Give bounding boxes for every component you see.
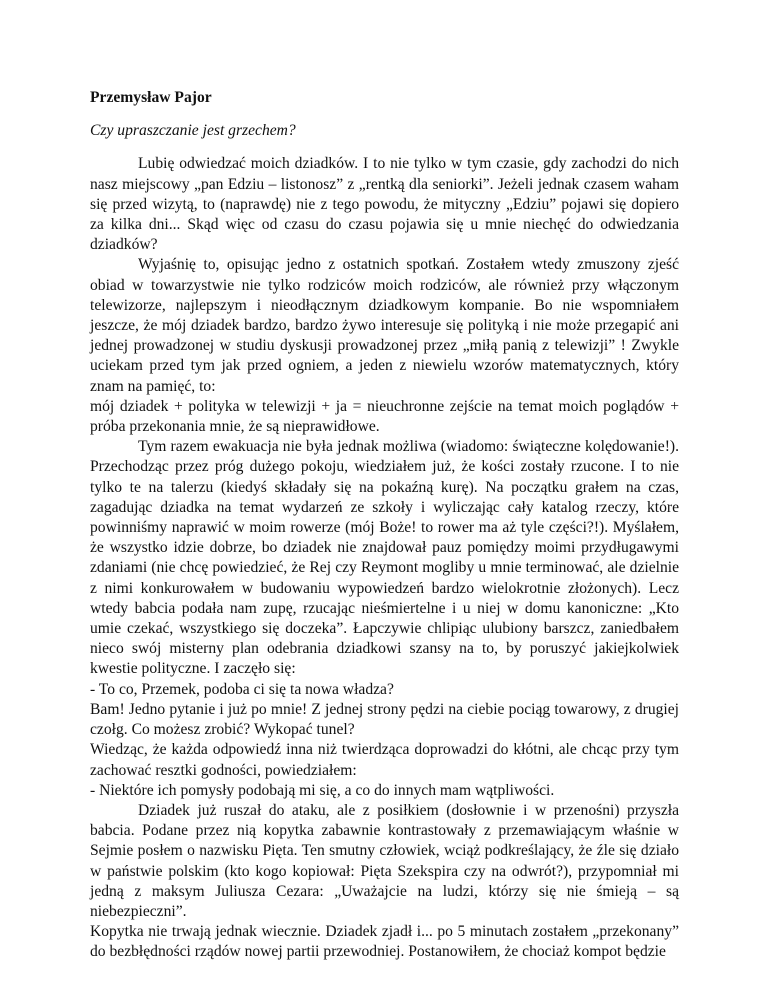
author-name: Przemysław Pajor [90, 89, 212, 106]
essay-title: Czy upraszczanie jest grzechem? [90, 122, 296, 140]
paragraph-question: - To co, Przemek, podoba ci się ta nowa władza? [90, 680, 394, 698]
paragraph-formula: mój dziadek + polityka w telewizji + ja = nieuchronne zejście na temat moich poglądów + próba przekonania mnie, że są nieprawidłowe. [90, 397, 679, 436]
paragraph-explanation: Wyjaśnię to, opisując jedno z ostatnich spotkań. Zostałem wtedy zmuszony zjeść obiad w towarzystwie nie tylko rodziców moich rodziców, ale również przy włączonym telewizorze, najlepszym i nieodłącznym dziadkowym kompanie. Bo nie wspomniałem jeszcze, że mój dziadek bardzo, bardzo żywo interesuje się polityką i nie może przegapić ani jednej prowadzonej w studiu dyskusji prowadzonej przez „miłą panią z telewizji” ! Zwykle uciekam przed tym jak przed ogniem, a jeden z niewielu wzorów matematycznych, który znam na pamięć, to: [90, 256, 679, 395]
paragraph-evacuation: Tym razem ewakuacja nie była jednak możliwa (wiadomo: świąteczne kolędowanie!). Przechodząc przez próg dużego pokoju, wiedziałem już, że kości zostały rzucone. I to nie tylko te na talerzu (kiedyś składały się na pokaźną kurę). Na początku grałem na czas, zagadując dziadka na temat wydarzeń ze szkoły i wyliczając cały katalog rzeczy, które powinniśmy naprawić w moim rowerze (mój Boże! to rower ma aż tyle części?!). Myślałem, że wszystko idzie dobrze, bo dziadek nie znajdował pauz pomiędzy moimi przydługawymi zdaniami (nie chcę powiedzieć, że Rej czy Reymont mogliby u mnie terminować, ale dzielnie z nimi konkurowałem w budowaniu wypowiedzeń bardzo wielokrotnie złożonych). Lecz wtedy babcia podała nam zupę, rzucając nieśmiertelne i u niej w domu kanoniczne: „Kto umie czekać, wszystkiego się doczeka”. Łapczywie chlipiąc ulubiony barszcz, zaniedbałem nieco swój misterny plan odebrania dziadkowi szansy na to, by poruszyć jakiejkolwiek kwestie polityczne. I zaczęło się: [90, 438, 679, 678]
paragraph-reaction: Bam! Jedno pytanie i już po mnie! Z jednej strony pędzi na ciebie pociąg towarowy, z drugiej czołg. Co możesz zrobić? Wykopać tunel? [90, 700, 679, 739]
paragraph-knowing: Wiedząc, że każda odpowiedź inna niż twierdząca doprowadzi do kłótni, ale chcąc przy tym zachować resztki godności, powiedziałem: [90, 741, 679, 779]
document-page [90, 88, 679, 963]
paragraph-answer: - Niektóre ich pomysły podobają mi się, a co do innych mam wątpliwości. [90, 781, 555, 799]
paragraph-grandmother: Dziadek już ruszał do ataku, ale z posiłkiem (dosłownie i w przenośni) przyszła babcia. Podane przez nią kopytka zabawnie kontrastowały z przemawiającym właśnie w Sejmie posłem o nazwisku Pięta. Ten smutny człowiek, wciąż podkreślający, że źle się działo w państwie polskim (kto kogo kopiował: Pięta Szekspira czy na odwrót?), przypomniał mi jedną z maksym Juliusza Cezara: „Uważajcie na ludzi, którzy się nie śmieją – są niebezpieczni”. [90, 801, 679, 920]
paragraph-kopytka: Kopytka nie trwają jednak wiecznie. Dziadek zjadł i... po 5 minutach zostałem „przekonany” do bezbłędności rządów nowej partii przewodniej. Postanowiłem, że chociaż kompot będzie [90, 923, 679, 961]
paragraph-intro: Lubię odwiedzać moich dziadków. I to nie tylko w tym czasie, gdy zachodzi do nich nasz miejscowy „pan Edziu – listonosz” z „rentką dla seniorki”. Jeżeli jednak czasem waham się przed wizytą, to (naprawdę) nie z tego powodu, że mityczny „Edziu” pojawi się dopiero za kilka dni... Skąd więc od czasu do czasu pojawia się u mnie niechęć do odwiedzania dziadków? [90, 155, 679, 254]
